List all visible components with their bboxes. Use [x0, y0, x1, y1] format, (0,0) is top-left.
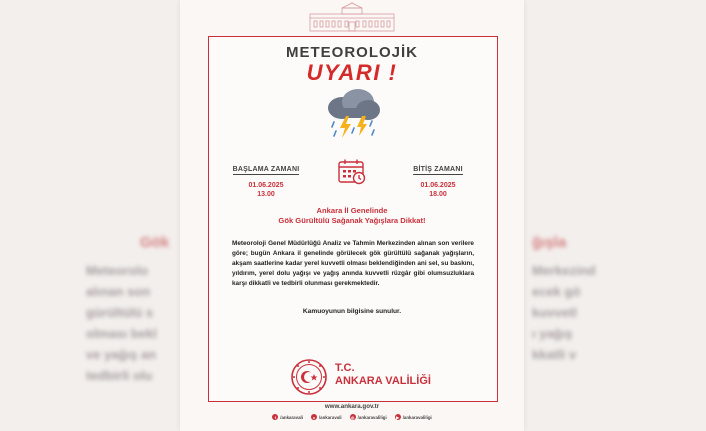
website-link[interactable]: www.ankara.gov.tr [324, 403, 380, 410]
social-youtube[interactable] [395, 414, 432, 420]
blur-left-line: tedbirli olu [86, 368, 153, 383]
calendar-clock-icon [337, 158, 367, 186]
blur-right-line: kuvvetl [532, 305, 577, 320]
headline [208, 206, 496, 226]
end-time-block [388, 158, 488, 199]
blur-right-line: ecek gö [532, 284, 581, 299]
title-meteorolojik: METEOROLOJİK [285, 44, 418, 61]
blur-left-line: olması bekl [86, 326, 157, 341]
social-handle: /ankaravali [280, 414, 303, 420]
blur-left-line: ve yağış an [86, 347, 157, 362]
start-date: 01.06.2025 [248, 182, 284, 189]
org-tc: T.C. [335, 362, 355, 374]
start-time: 13.00 [257, 191, 275, 198]
instagram-icon: ◎ [350, 414, 355, 420]
social-handle: /ankaravaliligi [402, 414, 432, 420]
government-building-icon [308, 2, 396, 32]
blur-right-line: kkatli v [532, 347, 577, 362]
end-date: 01.06.2025 [420, 182, 456, 189]
headline-line2: Gök Gürültülü Sağanak Yağışlara Dikkat! [278, 216, 426, 225]
end-label: BİTİŞ ZAMANI [413, 166, 463, 173]
blur-right-panel [524, 0, 706, 431]
youtube-icon: ▶ [396, 414, 400, 420]
blur-left-red: Gök [140, 234, 170, 251]
x-icon: x [312, 414, 316, 420]
social-handle: /ankaravali [318, 414, 342, 420]
storm-cloud-icon [320, 86, 384, 142]
social-x[interactable] [311, 414, 342, 420]
social-handle: /ankaravaliligi [357, 414, 387, 420]
blur-right-line: ı yağış [532, 326, 573, 341]
start-label: BAŞLAMA ZAMANI [232, 166, 300, 173]
blur-right-line: Merkezind [532, 263, 596, 278]
org-ankara-valiligi: ANKARA VALİLİĞİ [335, 375, 431, 387]
social-facebook[interactable] [272, 414, 303, 420]
end-time: 18.00 [429, 191, 447, 198]
blur-left-line: alınan son [86, 284, 151, 299]
social-instagram[interactable] [350, 414, 387, 420]
title-uyari: UYARI ! [306, 60, 398, 85]
time-range [208, 158, 496, 198]
public-notice: Kamuoyunun bilgisine sunulur. [302, 308, 402, 315]
social-links [180, 414, 524, 420]
warning-poster [180, 0, 524, 431]
blur-right-red: ğışla [532, 234, 567, 251]
headline-line1: Ankara İl Genelinde [316, 206, 388, 215]
blur-left-line: gürültülü s [86, 305, 154, 320]
warning-body-text: Meteoroloji Genel Müdürlüğü Analiz ve Tahmin Merkezinden alınan son verilere göre; bugün Ankara il genelinde görülecek gök gürültülü sağanak yağışların, akşam saatlerine kadar yerel kuvvetli olması beklendiğinden ani sel, su baskını, yıldırım, yerel dolu yağışı ve yağış anında kuvvetli rüzgâr gibi olumsuzluklara karşı dikkatli ve tedbirli olunması gerekmektedir. [232, 240, 474, 287]
blur-left-line: Meteorolo [86, 263, 149, 278]
facebook-icon: f [272, 414, 278, 420]
start-time-block [216, 158, 316, 199]
ankara-governorship-seal-icon [290, 358, 328, 396]
